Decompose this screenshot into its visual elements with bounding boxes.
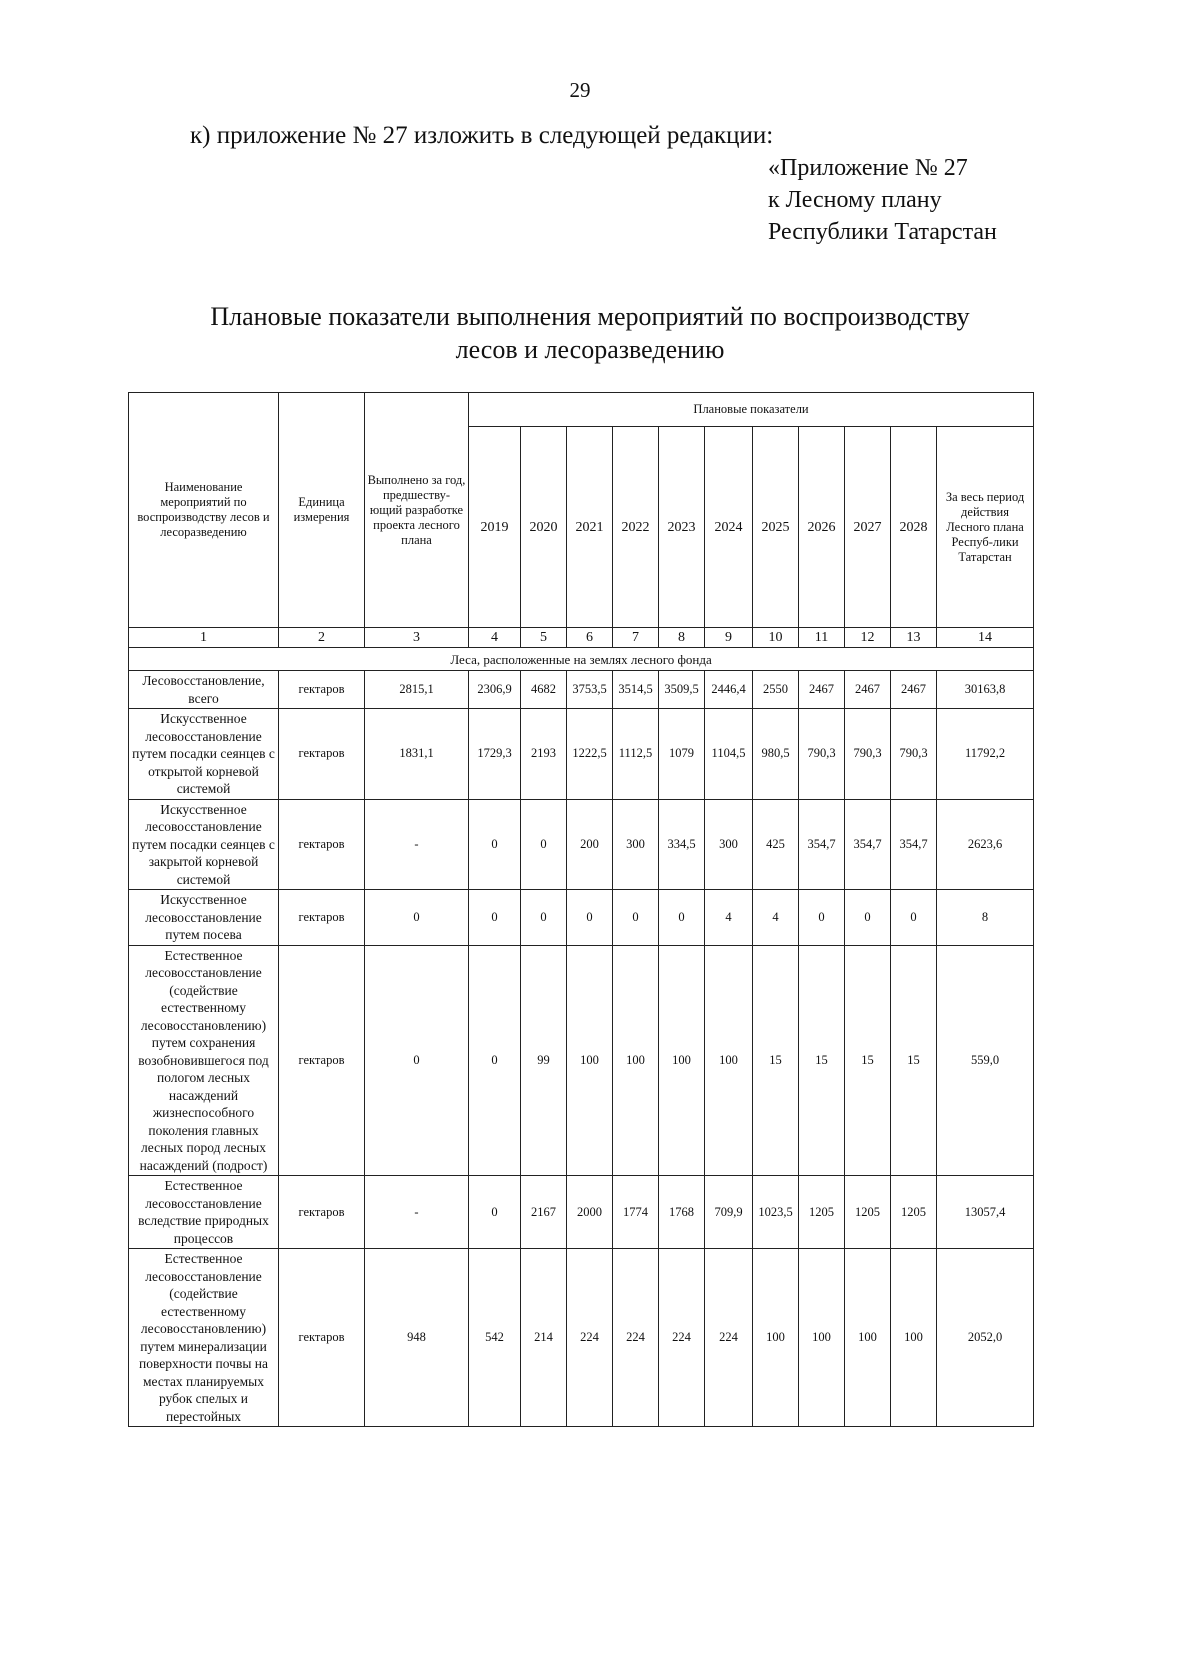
row-year-value-cell: 100	[705, 945, 753, 1176]
row-year-value-cell: 0	[469, 945, 521, 1176]
appendix-line-2: к Лесному плану	[768, 187, 942, 213]
row-done-cell: 0	[365, 945, 469, 1176]
row-year-value-cell: 99	[521, 945, 567, 1176]
column-number: 12	[845, 628, 891, 648]
row-year-value-cell: 1104,5	[705, 709, 753, 800]
row-year-value-cell: 4	[753, 890, 799, 946]
row-year-value-cell: 0	[845, 890, 891, 946]
row-year-value-cell: 0	[521, 890, 567, 946]
row-year-value-cell: 100	[753, 1249, 799, 1427]
row-total-cell: 13057,4	[937, 1176, 1034, 1249]
row-year-value-cell: 2467	[799, 671, 845, 709]
row-year-value-cell: 1079	[659, 709, 705, 800]
row-year-value-cell: 224	[705, 1249, 753, 1427]
column-number: 3	[365, 628, 469, 648]
column-number: 5	[521, 628, 567, 648]
row-total-cell: 11792,2	[937, 709, 1034, 800]
row-year-value-cell: 3509,5	[659, 671, 705, 709]
header-year: 2021	[567, 427, 613, 628]
row-name-cell: Искусственное лесовосстановление путем посева	[129, 890, 279, 946]
column-number: 2	[279, 628, 365, 648]
column-number: 8	[659, 628, 705, 648]
row-year-value-cell: 790,3	[845, 709, 891, 800]
document-title	[130, 300, 1050, 366]
row-year-value-cell: 1729,3	[469, 709, 521, 800]
row-year-value-cell: 0	[891, 890, 937, 946]
row-year-value-cell: 3753,5	[567, 671, 613, 709]
row-year-value-cell: 15	[753, 945, 799, 1176]
title-line-1: Плановые показатели выполнения мероприятий по воспроизводству	[210, 302, 970, 331]
row-unit-cell: гектаров	[279, 1176, 365, 1249]
table-row	[129, 890, 1034, 946]
section-row	[129, 648, 1034, 671]
row-year-value-cell: 100	[891, 1249, 937, 1427]
table-row	[129, 671, 1034, 709]
row-year-value-cell: 2193	[521, 709, 567, 800]
row-year-value-cell: 100	[659, 945, 705, 1176]
header-year: 2024	[705, 427, 753, 628]
header-planned-group: Плановые показатели	[469, 393, 1034, 427]
column-number: 11	[799, 628, 845, 648]
row-year-value-cell: 1205	[799, 1176, 845, 1249]
row-year-value-cell: 1112,5	[613, 709, 659, 800]
row-year-value-cell: 0	[469, 799, 521, 890]
row-year-value-cell: 4682	[521, 671, 567, 709]
row-year-value-cell: 2467	[845, 671, 891, 709]
row-name-cell: Естественное лесовосстановление (содействие естественному лесовосстановлению) путем минерализации поверхности почвы на местах планируемых рубок спелых и перестойных	[129, 1249, 279, 1427]
row-year-value-cell: 2446,4	[705, 671, 753, 709]
row-unit-cell: гектаров	[279, 709, 365, 800]
row-total-cell: 2623,6	[937, 799, 1034, 890]
header-year: 2026	[799, 427, 845, 628]
header-name: Наименование мероприятий по воспроизводству лесов и лесоразведению	[129, 393, 279, 628]
row-year-value-cell: 790,3	[891, 709, 937, 800]
row-year-value-cell: 1774	[613, 1176, 659, 1249]
row-done-cell: 0	[365, 890, 469, 946]
row-year-value-cell: 214	[521, 1249, 567, 1427]
column-number-row	[129, 628, 1034, 648]
row-year-value-cell: 354,7	[799, 799, 845, 890]
row-year-value-cell: 1768	[659, 1176, 705, 1249]
column-number: 7	[613, 628, 659, 648]
column-number: 14	[937, 628, 1034, 648]
row-year-value-cell: 224	[659, 1249, 705, 1427]
appendix-reference	[768, 152, 997, 248]
row-year-value-cell: 0	[469, 1176, 521, 1249]
row-done-cell: 2815,1	[365, 671, 469, 709]
table-row	[129, 1176, 1034, 1249]
row-year-value-cell: 2306,9	[469, 671, 521, 709]
row-year-value-cell: 2167	[521, 1176, 567, 1249]
row-total-cell: 8	[937, 890, 1034, 946]
row-total-cell: 30163,8	[937, 671, 1034, 709]
row-name-cell: Искусственное лесовосстановление путем посадки сеянцев с закрытой корневой системой	[129, 799, 279, 890]
header-year: 2027	[845, 427, 891, 628]
header-year: 2028	[891, 427, 937, 628]
row-done-cell: 948	[365, 1249, 469, 1427]
column-number: 1	[129, 628, 279, 648]
table-row	[129, 1249, 1034, 1427]
header-total: За весь период действия Лесного плана Респуб-лики Татарстан	[937, 427, 1034, 628]
header-year: 2023	[659, 427, 705, 628]
row-year-value-cell: 354,7	[891, 799, 937, 890]
row-unit-cell: гектаров	[279, 890, 365, 946]
row-year-value-cell: 980,5	[753, 709, 799, 800]
row-unit-cell: гектаров	[279, 799, 365, 890]
row-year-value-cell: 1205	[845, 1176, 891, 1249]
page-number: 29	[569, 78, 591, 102]
appendix-line-1: «Приложение № 27	[768, 155, 968, 181]
row-year-value-cell: 0	[521, 799, 567, 890]
row-year-value-cell: 100	[613, 945, 659, 1176]
row-year-value-cell: 224	[613, 1249, 659, 1427]
row-year-value-cell: 542	[469, 1249, 521, 1427]
table-row	[129, 945, 1034, 1176]
table-row	[129, 709, 1034, 800]
row-unit-cell: гектаров	[279, 671, 365, 709]
row-year-value-cell: 300	[705, 799, 753, 890]
header-year: 2025	[753, 427, 799, 628]
row-year-value-cell: 224	[567, 1249, 613, 1427]
row-done-cell: 1831,1	[365, 709, 469, 800]
row-year-value-cell: 15	[799, 945, 845, 1176]
row-year-value-cell: 100	[845, 1249, 891, 1427]
row-year-value-cell: 1023,5	[753, 1176, 799, 1249]
row-year-value-cell: 0	[799, 890, 845, 946]
row-total-cell: 559,0	[937, 945, 1034, 1176]
row-unit-cell: гектаров	[279, 1249, 365, 1427]
header-year: 2020	[521, 427, 567, 628]
row-year-value-cell: 100	[799, 1249, 845, 1427]
row-year-value-cell: 334,5	[659, 799, 705, 890]
row-year-value-cell: 0	[613, 890, 659, 946]
title-line-2: лесов и лесоразведению	[455, 335, 725, 364]
row-year-value-cell: 3514,5	[613, 671, 659, 709]
row-year-value-cell: 15	[845, 945, 891, 1176]
table-row	[129, 799, 1034, 890]
row-year-value-cell: 0	[469, 890, 521, 946]
row-year-value-cell: 0	[659, 890, 705, 946]
header-year: 2022	[613, 427, 659, 628]
row-year-value-cell: 100	[567, 945, 613, 1176]
row-year-value-cell: 790,3	[799, 709, 845, 800]
row-year-value-cell: 4	[705, 890, 753, 946]
column-number: 6	[567, 628, 613, 648]
column-number: 13	[891, 628, 937, 648]
column-number: 10	[753, 628, 799, 648]
column-number: 4	[469, 628, 521, 648]
row-year-value-cell: 1205	[891, 1176, 937, 1249]
row-year-value-cell: 425	[753, 799, 799, 890]
row-year-value-cell: 0	[567, 890, 613, 946]
row-total-cell: 2052,0	[937, 1249, 1034, 1427]
row-year-value-cell: 1222,5	[567, 709, 613, 800]
header-unit: Единица измерения	[279, 393, 365, 628]
column-number: 9	[705, 628, 753, 648]
row-done-cell: -	[365, 799, 469, 890]
appendix-line-3: Республики Татарстан	[768, 219, 997, 245]
row-year-value-cell: 2000	[567, 1176, 613, 1249]
row-name-cell: Естественное лесовосстановление вследствие природных процессов	[129, 1176, 279, 1249]
row-unit-cell: гектаров	[279, 945, 365, 1176]
row-year-value-cell: 300	[613, 799, 659, 890]
row-year-value-cell: 15	[891, 945, 937, 1176]
row-year-value-cell: 709,9	[705, 1176, 753, 1249]
forest-reproduction-table	[128, 392, 1034, 1427]
instruction-text: к) приложение № 27 изложить в следующей редакции:	[190, 122, 774, 149]
row-year-value-cell: 2467	[891, 671, 937, 709]
row-name-cell: Искусственное лесовосстановление путем посадки сеянцев с открытой корневой системой	[129, 709, 279, 800]
header-year: 2019	[469, 427, 521, 628]
section-title: Леса, расположенные на землях лесного фонда	[129, 648, 1034, 671]
row-done-cell: -	[365, 1176, 469, 1249]
row-name-cell: Естественное лесовосстановление (содействие естественному лесовосстановлению) путем сохранения возобновившегося под пологом лесных насаждений жизнеспособного поколения главных лесных пород лесных насаждений (подрост)	[129, 945, 279, 1176]
row-year-value-cell: 200	[567, 799, 613, 890]
header-done: Выполнено за год, предшеству-ющий разработке проекта лесного плана	[365, 393, 469, 628]
row-year-value-cell: 2550	[753, 671, 799, 709]
row-year-value-cell: 354,7	[845, 799, 891, 890]
row-name-cell: Лесовосстановление, всего	[129, 671, 279, 709]
